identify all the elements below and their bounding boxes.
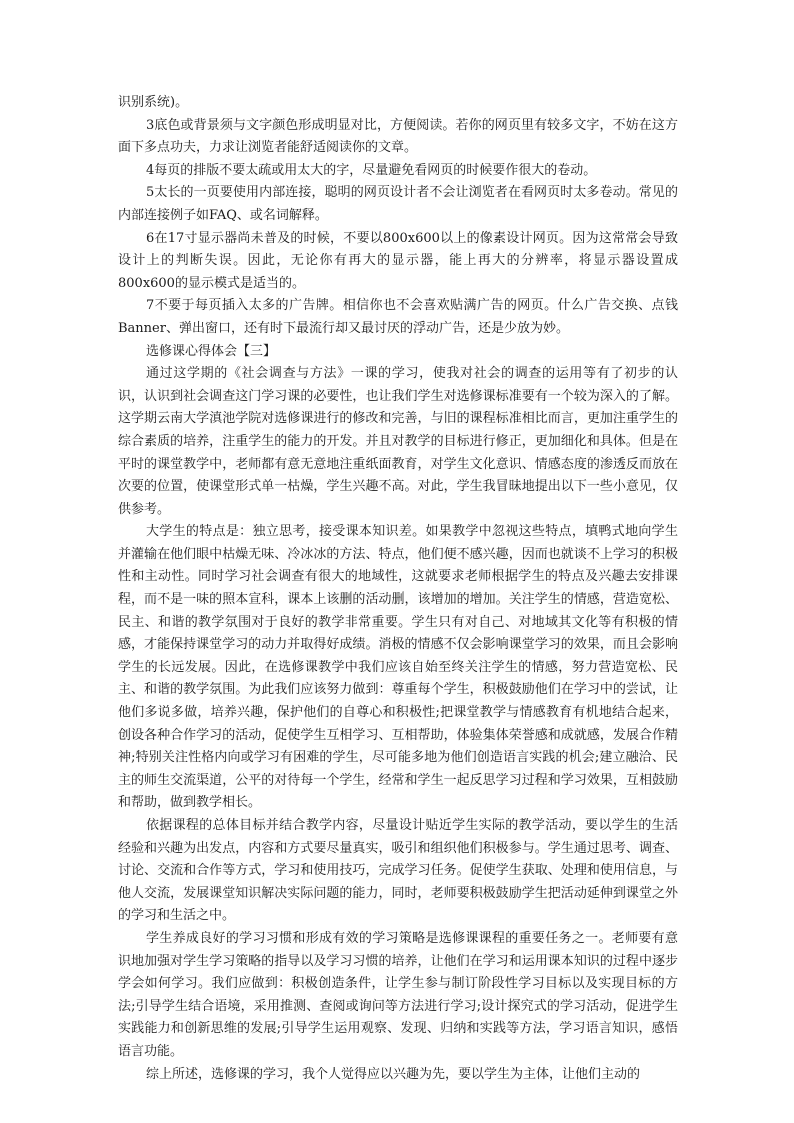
paragraph-8: 大学生的特点是：独立思考，接受课本知识差。如果教学中忽视这些特点，填鸭式地向学生并灌输在他们眼中枯燥无味、冷冰冰的方法、特点，他们便不感兴趣，因而也就谈不上学习的积极性和主动性。同时学习社会调查有很大的地域性，这就要求老师根据学生的特点及兴趣去安排课程，而不是一味的照本宣科，课本上该删的活动删，该增加的增加。关注学生的情感，营造宽松、民主、和谐的教学氛围对于良好的教学非常重要。学生只有对自己、对地域其文化等有积极的情感，才能保持课堂学习的动力并取得好成绩。消极的情感不仅会影响课堂学习的效果，而且会影响学生的长远发展。因此，在选修课教学中我们应该自始至终关注学生的情感，努力营造宽松、民主、和谐的教学氛围。为此我们应该努力做到：尊重每个学生，积极鼓励他们在学习中的尝试，让他们多说多做，培养兴趣，保护他们的自尊心和积极性;把课堂教学与情感教育有机地结合起来，创设各种合作学习的活动，促使学生互相学习、互相帮助，体验集体荣誉感和成就感，发展合作精神;特别关注性格内向或学习有困难的学生，尽可能多地为他们创造语言实践的机会;建立融洽、民主的师生交流渠道，公平的对待每一个学生，经常和学生一起反思学习过程和学习效果，互相鼓励和帮助，做到教学相长。 (118, 524, 678, 811)
paragraph-7: 通过这学期的《社会调查与方法》一课的学习，使我对社会的调查的运用等有了初步的认识，认识到社会调查这门学习课的必要性，也让我们学生对选修课标准要有一个较为深入的了解。这学期云南大学滇池学院对选修课进行的修改和完善，与旧的课程标准相比而言，更加注重学生的综合素质的培养，注重学生的能力的开发。并且对教学的目标进行修正，更加细化和具体。但是在平时的课堂教学中，老师都有意无意地注重纸面教育，对学生文化意识、情感态度的渗透反而放在次要的位置，使课堂形式单一枯燥，学生兴趣不高。对此，学生我冒昧地提出以下一些小意见，仅供参考。 (118, 366, 678, 517)
paragraph-4: 5太长的一页要使用内部连接，聪明的网页设计者不会让浏览者在看网页时太多卷动。常见的内部连接例子如FAQ、或名词解释。 (118, 185, 678, 223)
paragraph-10: 学生养成良好的学习习惯和形成有效的学习策略是选修课课程的重要任务之一。老师要有意识地加强对学生学习策略的指导以及学习习惯的培养，让他们在学习和运用课本知识的过程中逐步学会如何学习。我们应做到：积极创造条件，让学生参与制订阶段性学习目标以及实现目标的方法;引导学生结合语境，采用推测、查阅或询问等方法进行学习;设计探究式的学习活动，促进学生实践能力和创新思维的发展;引导学生运用观察、发现、归纳和实践等方法，学习语言知识，感悟语言功能。 (118, 930, 678, 1059)
paragraph-11: 综上所述，选修课的学习，我个人觉得应以兴趣为先，要以学生为主体，让他们主动的 (146, 1066, 641, 1082)
document-page (118, 92, 678, 1086)
paragraph-3: 4每页的排版不要太疏或用太大的字，尽量避免看网页的时候要作很大的卷动。 (146, 162, 597, 178)
paragraph-6: 7不要于每页插入太多的广告牌。相信你也不会喜欢贴满广告的网页。什么广告交换、点钱Banner、弹出窗口，还有时下最流行却又最讨厌的浮动广告，还是少放为妙。 (118, 298, 678, 336)
paragraph-2: 3底色或背景须与文字颜色形成明显对比，方便阅读。若你的网页里有较多文字，不妨在这方面下多点功夫，力求让浏览者能舒适阅读你的文章。 (118, 117, 678, 156)
paragraph-5: 6在17寸显示器尚未普及的时候，不要以800x600以上的像素设计网页。因为这常常会导致设计上的判断失误。因此，无论你有再大的显示器，能上再大的分辨率，将显示器设置成800x600的显示模式是适当的。 (118, 230, 678, 291)
paragraph-1: 识别系统)。 (118, 95, 189, 110)
section-heading: 选修课心得体会【三】 (146, 343, 277, 359)
paragraph-9: 依据课程的总体目标并结合教学内容，尽量设计贴近学生实际的教学活动，要以学生的生活经验和兴趣为出发点，内容和方式要尽量真实，吸引和组织他们积极参与。学生通过思考、调查、讨论、交流和合作等方式，学习和使用技巧，完成学习任务。促使学生获取、处理和使用信息，与他人交流，发展课堂知识解决实际问题的能力，同时，老师要积极鼓励学生把活动延伸到课堂之外的学习和生活之中。 (118, 818, 678, 924)
